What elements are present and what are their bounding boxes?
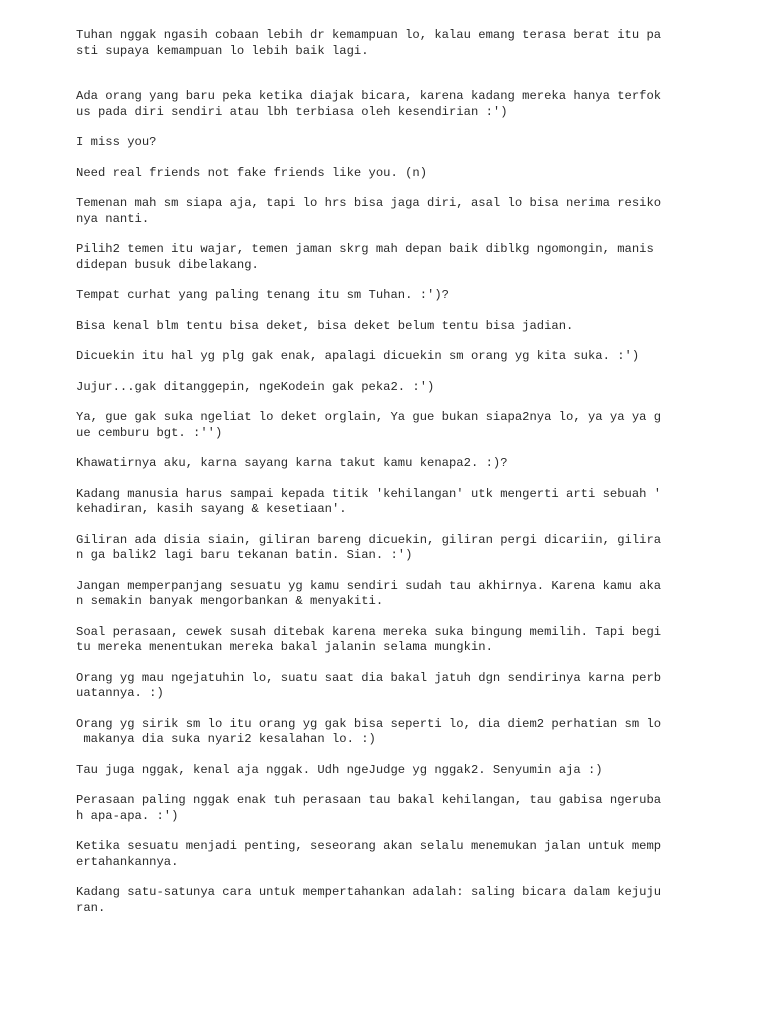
- paragraph: Jujur...gak ditanggepin, ngeKodein gak peka2. :'): [76, 379, 435, 394]
- paragraph: Dicuekin itu hal yg plg gak enak, apalagi dicuekin sm orang yg kita suka. :'): [76, 349, 640, 363]
- paragraph: Ya, gue gak suka ngeliat lo deket orglain, Ya gue bukan siapa2nya lo, ya ya ya g ue cemburu bgt. :''): [76, 410, 662, 440]
- paragraph: Ada orang yang baru peka ketika diajak bicara, karena kadang mereka hanya terfok us pada diri sendiri atau lbh terbiasa oleh kesendirian :'): [76, 89, 662, 119]
- paragraph: Soal perasaan, cewek susah ditebak karena mereka suka bingung memilih. Tapi begi tu mereka menentukan mereka bakal jalanin selama mungkin.: [76, 624, 662, 654]
- paragraph: Orang yg mau ngejatuhin lo, suatu saat dia bakal jatuh dgn sendirinya karna perb uatannya. :): [76, 670, 662, 700]
- paragraph: Tempat curhat yang paling tenang itu sm Tuhan. :')?: [76, 288, 449, 302]
- paragraph: Khawatirnya aku, karna sayang karna takut kamu kenapa2. :)?: [76, 456, 508, 470]
- paragraph: Giliran ada disia siain, giliran bareng dicuekin, giliran pergi dicariin, gilira n ga balik2 lagi baru tekanan batin. Sian. :'): [76, 532, 662, 562]
- paragraph: Kadang satu-satunya cara untuk mempertahankan adalah: saling bicara dalam kejuju ran.: [76, 885, 662, 915]
- paragraph: Ketika sesuatu menjadi penting, seseorang akan selalu menemukan jalan untuk memp ertahankannya.: [76, 839, 662, 869]
- paragraph: I miss you?: [76, 135, 157, 149]
- paragraph: Tuhan nggak ngasih cobaan lebih dr kemampuan lo, kalau emang terasa berat itu pa sti supaya kemampuan lo lebih baik lagi.: [76, 28, 662, 58]
- paragraph: Bisa kenal blm tentu bisa deket, bisa deket belum tentu bisa jadian.: [76, 318, 574, 333]
- paragraph: Tau juga nggak, kenal aja nggak. Udh ngeJudge yg nggak2. Senyumin aja :): [76, 762, 603, 777]
- paragraph: Perasaan paling nggak enak tuh perasaan tau bakal kehilangan, tau gabisa ngeruba h apa-apa. :'): [76, 793, 662, 823]
- paragraph: Orang yg sirik sm lo itu orang yg gak bisa seperti lo, dia diem2 perhatian sm lo makanya dia suka nyari2 kesalahan lo. :): [76, 716, 662, 746]
- paragraph: Kadang manusia harus sampai kepada titik 'kehilangan' utk mengerti arti sebuah ' kehadiran, kasih sayang & kesetiaan'.: [76, 486, 662, 516]
- paragraph: Jangan memperpanjang sesuatu yg kamu sendiri sudah tau akhirnya. Karena kamu aka n semakin banyak mengorbankan & menyakiti.: [76, 578, 662, 608]
- paragraph: Temenan mah sm siapa aja, tapi lo hrs bisa jaga diri, asal lo bisa nerima resiko nya nanti.: [76, 196, 662, 226]
- paragraph: Need real friends not fake friends like you. (n): [76, 165, 428, 180]
- document-body: [76, 28, 676, 931]
- paragraph: Pilih2 temen itu wajar, temen jaman skrg mah depan baik diblkg ngomongin, manis didepan busuk dibelakang.: [76, 242, 654, 272]
